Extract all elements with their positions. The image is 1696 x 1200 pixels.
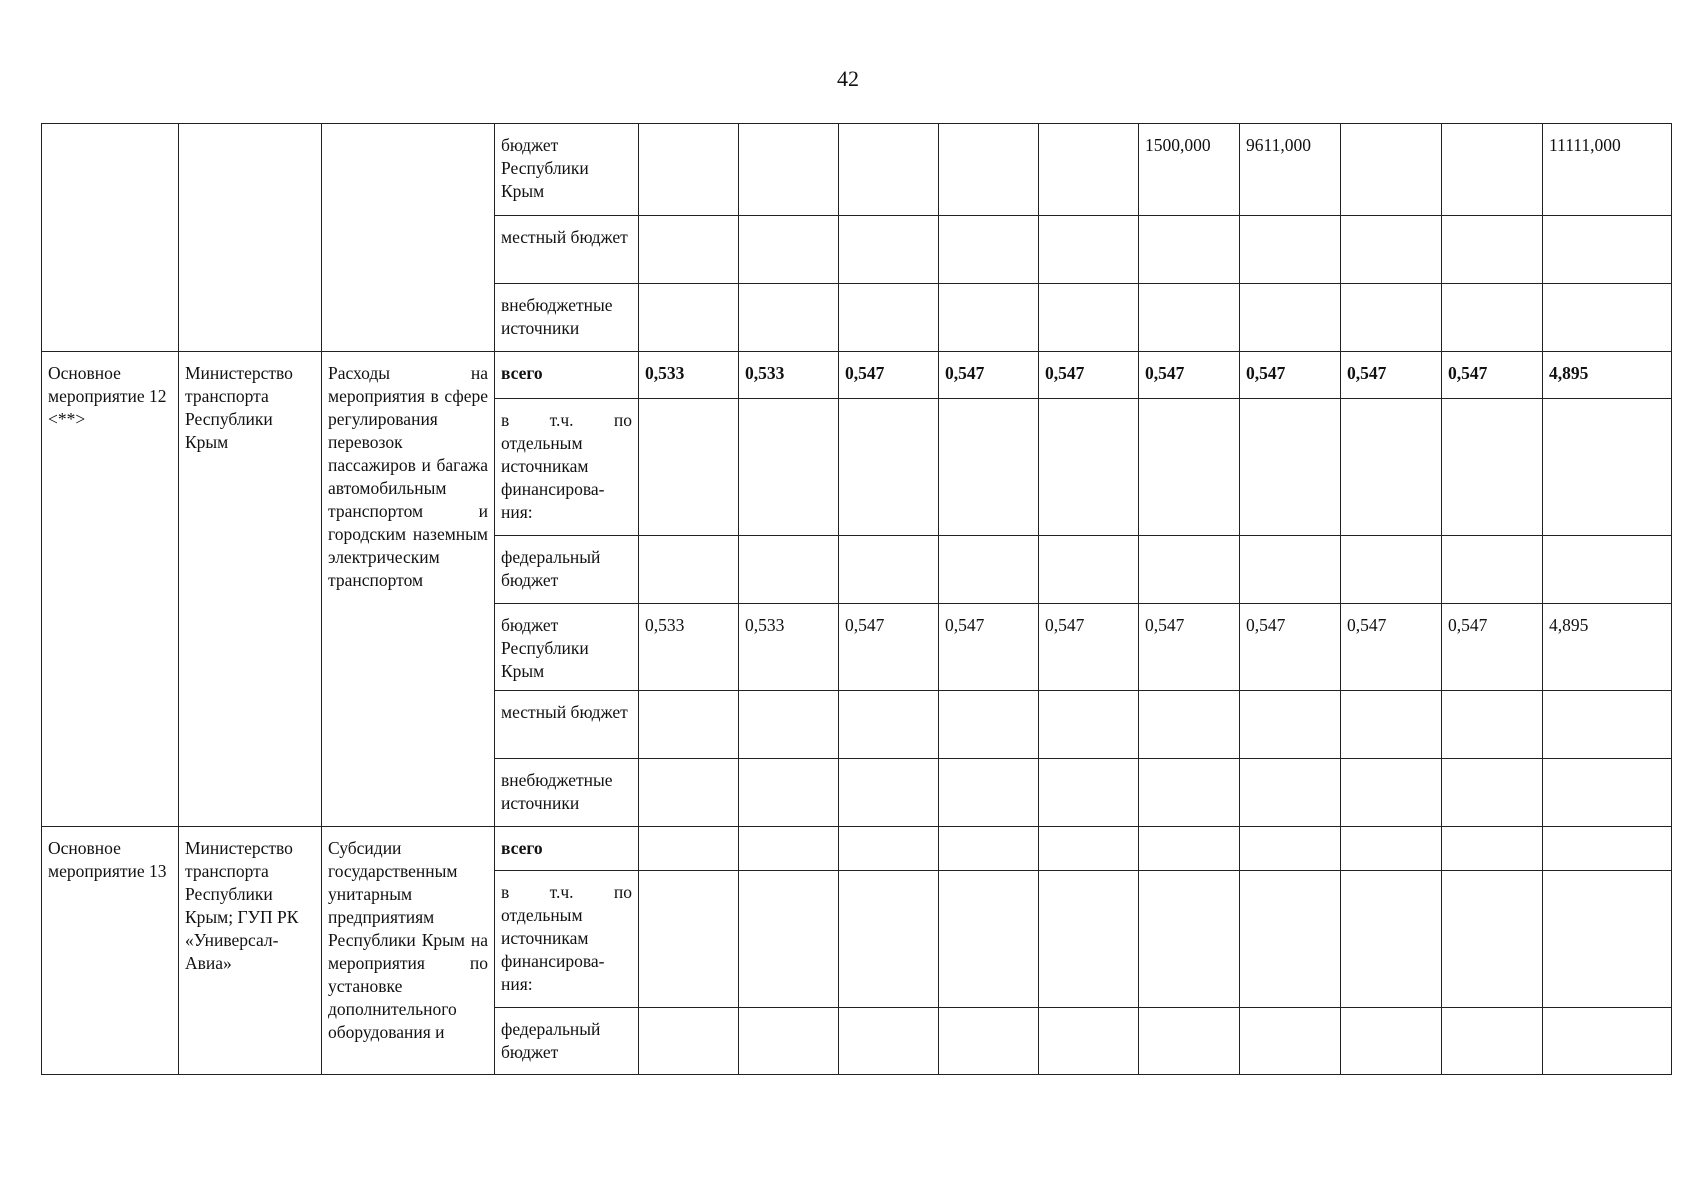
value-cell [1543, 827, 1672, 871]
source-cell: федеральный бюджет [495, 536, 639, 604]
value-cell [1341, 536, 1442, 604]
value-cell: 1500,000 [1139, 124, 1240, 216]
value-cell [1039, 124, 1139, 216]
value-cell: 0,547 [1039, 604, 1139, 691]
value-cell: 4,895 [1543, 604, 1672, 691]
continued-cell [322, 124, 495, 352]
source-cell: внебюджетные источники [495, 284, 639, 352]
value-cell [1039, 759, 1139, 827]
source-word: т.ч. [549, 410, 574, 430]
value-cell [739, 827, 839, 871]
value-cell [1240, 284, 1341, 352]
source-cell: местный бюджет [495, 216, 639, 284]
value-cell [1039, 827, 1139, 871]
value-cell [1039, 399, 1139, 536]
value-cell [639, 536, 739, 604]
value-cell [1039, 284, 1139, 352]
value-cell: 0,547 [1240, 604, 1341, 691]
value-cell [639, 691, 739, 759]
source-cell [495, 399, 639, 536]
value-cell [1240, 691, 1341, 759]
value-cell [839, 399, 939, 536]
value-cell [639, 284, 739, 352]
value-cell [939, 399, 1039, 536]
continued-cell [42, 124, 179, 352]
value-cell: 0,547 [839, 352, 939, 399]
source-cell: внебюджетные источники [495, 759, 639, 827]
value-cell [1240, 871, 1341, 1008]
activity-name: Основное мероприятие 12 <**> [42, 352, 179, 827]
table-row [42, 124, 1672, 216]
value-cell [739, 284, 839, 352]
table-row [42, 827, 1672, 871]
value-cell [939, 284, 1039, 352]
value-cell: 0,547 [939, 352, 1039, 399]
value-cell [1543, 691, 1672, 759]
value-cell [1139, 216, 1240, 284]
value-cell [839, 216, 939, 284]
activity-executor: Министерство транспорта Республики Крым; ГУП РК «Универсал-Авиа» [179, 827, 322, 1075]
source-word: в [501, 410, 510, 430]
value-cell [1442, 691, 1543, 759]
value-cell [1442, 399, 1543, 536]
value-cell: 0,547 [1139, 604, 1240, 691]
value-cell [839, 871, 939, 1008]
value-cell [639, 124, 739, 216]
value-cell [1039, 216, 1139, 284]
value-cell [839, 1008, 939, 1075]
value-cell: 0,547 [1442, 604, 1543, 691]
source-word: по [613, 410, 632, 430]
value-cell [1543, 759, 1672, 827]
value-cell [1543, 284, 1672, 352]
source-cell: всего [495, 827, 639, 871]
value-cell [739, 399, 839, 536]
value-cell [639, 871, 739, 1008]
value-cell [939, 759, 1039, 827]
page-number: 42 [837, 66, 859, 91]
activity-executor: Министерство транспорта Республики Крым [179, 352, 322, 827]
value-cell [839, 124, 939, 216]
value-cell [639, 216, 739, 284]
continued-cell [179, 124, 322, 352]
funding-table [41, 123, 1672, 1075]
activity-name: Основное мероприятие 13 [42, 827, 179, 1075]
value-cell [1240, 1008, 1341, 1075]
value-cell [639, 1008, 739, 1075]
value-cell: 0,533 [639, 604, 739, 691]
source-cell [495, 871, 639, 1008]
value-cell [739, 536, 839, 604]
value-cell [1139, 284, 1240, 352]
value-cell: 0,547 [1240, 352, 1341, 399]
source-cell: федеральный бюджет [495, 1008, 639, 1075]
value-cell [839, 536, 939, 604]
value-cell [939, 691, 1039, 759]
value-cell [1341, 124, 1442, 216]
value-cell [1442, 284, 1543, 352]
value-cell [1341, 216, 1442, 284]
source-rest: отдельным источникам финансирова-ния: [501, 905, 605, 994]
value-cell [1442, 216, 1543, 284]
value-cell [839, 827, 939, 871]
activity-description: Субсидии государственным унитарным предприятиям Республики Крым на мероприятия по установке дополнительного оборудования и [322, 827, 495, 1075]
value-cell [739, 1008, 839, 1075]
value-cell [1341, 827, 1442, 871]
value-cell [1240, 536, 1341, 604]
activity-description: Расходы на мероприятия в сфере регулирования перевозок пассажиров и багажа автомобильным транспортом и городским наземным электрическим транспортом [322, 352, 495, 827]
value-cell [939, 827, 1039, 871]
source-first-line [501, 881, 632, 904]
value-cell [1442, 536, 1543, 604]
value-cell: 0,547 [1341, 604, 1442, 691]
value-cell [739, 759, 839, 827]
value-cell [1442, 871, 1543, 1008]
source-word: по [613, 882, 632, 902]
value-cell [1039, 691, 1139, 759]
value-cell: 0,533 [739, 352, 839, 399]
value-cell: 4,895 [1543, 352, 1672, 399]
value-cell [739, 871, 839, 1008]
value-cell [639, 399, 739, 536]
value-cell: 0,547 [1139, 352, 1240, 399]
value-cell [1442, 1008, 1543, 1075]
value-cell [1039, 1008, 1139, 1075]
value-cell [739, 691, 839, 759]
source-cell: бюджет Республики Крым [495, 604, 639, 691]
table-row [42, 352, 1672, 399]
value-cell [1139, 399, 1240, 536]
value-cell [1543, 216, 1672, 284]
value-cell [1039, 871, 1139, 1008]
value-cell [1341, 399, 1442, 536]
value-cell [639, 759, 739, 827]
value-cell [1240, 827, 1341, 871]
value-cell [839, 284, 939, 352]
value-cell [739, 124, 839, 216]
value-cell [1139, 827, 1240, 871]
value-cell [1442, 759, 1543, 827]
value-cell [1139, 536, 1240, 604]
value-cell [1543, 536, 1672, 604]
value-cell [1341, 284, 1442, 352]
value-cell: 9611,000 [1240, 124, 1341, 216]
value-cell: 0,547 [839, 604, 939, 691]
value-cell [639, 827, 739, 871]
value-cell [1039, 536, 1139, 604]
source-word: т.ч. [549, 882, 574, 902]
source-rest: отдельным источникам финансирова-ния: [501, 433, 605, 522]
value-cell [1139, 759, 1240, 827]
value-cell: 0,547 [1442, 352, 1543, 399]
source-cell: бюджет Республики Крым [495, 124, 639, 216]
value-cell [1139, 1008, 1240, 1075]
value-cell [1341, 759, 1442, 827]
value-cell: 11111,000 [1543, 124, 1672, 216]
value-cell [1442, 827, 1543, 871]
value-cell [939, 216, 1039, 284]
value-cell [939, 124, 1039, 216]
value-cell: 0,547 [1039, 352, 1139, 399]
value-cell [1341, 1008, 1442, 1075]
source-cell: местный бюджет [495, 691, 639, 759]
value-cell [1543, 1008, 1672, 1075]
value-cell [1240, 216, 1341, 284]
value-cell [939, 1008, 1039, 1075]
value-cell [839, 759, 939, 827]
value-cell [1442, 124, 1543, 216]
value-cell [1341, 691, 1442, 759]
value-cell [739, 216, 839, 284]
value-cell [1240, 759, 1341, 827]
value-cell: 0,547 [939, 604, 1039, 691]
value-cell [1139, 871, 1240, 1008]
value-cell [1543, 399, 1672, 536]
value-cell: 0,533 [739, 604, 839, 691]
value-cell [1543, 871, 1672, 1008]
value-cell [939, 536, 1039, 604]
value-cell [1240, 399, 1341, 536]
value-cell [1341, 871, 1442, 1008]
source-word: в [501, 882, 510, 902]
source-first-line [501, 409, 632, 432]
value-cell [839, 691, 939, 759]
source-cell: всего [495, 352, 639, 399]
value-cell [939, 871, 1039, 1008]
value-cell: 0,533 [639, 352, 739, 399]
value-cell [1139, 691, 1240, 759]
value-cell: 0,547 [1341, 352, 1442, 399]
